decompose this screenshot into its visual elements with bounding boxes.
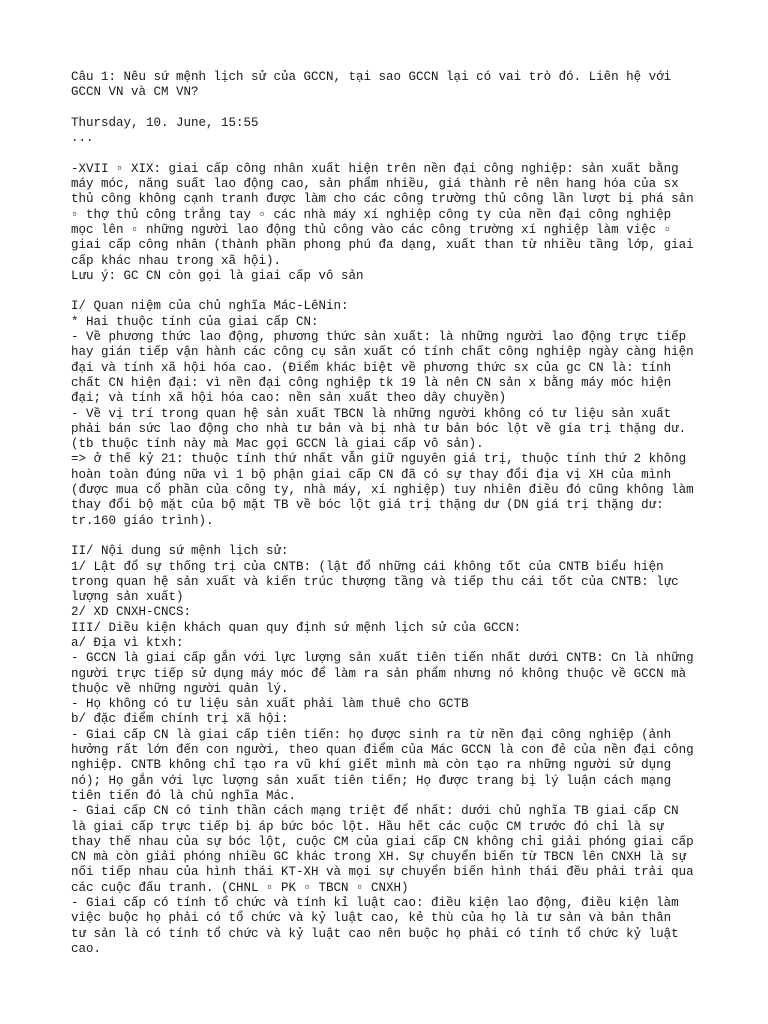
text-line: thuộc về những người quản lý.: [71, 681, 289, 696]
text-line: 2/ XD CNXH-CNCS:: [71, 605, 192, 620]
text-line: Lưu ý: GC CN còn gọi là giai cấp vô sản: [71, 268, 364, 283]
text-line: [71, 101, 711, 116]
text-line: là giai cấp trực tiếp bị áp bức bóc lột. Hầu hết các cuộc CM trước đó chỉ là sự: [71, 819, 664, 834]
text-line: cấp khác nhau trong xã hội).: [71, 253, 282, 268]
text-line: * Hai thuộc tính của giai cấp CN:: [71, 314, 319, 329]
text-line: thủ công không cạnh tranh được làm cho các công trường thủ công lần lượt bị phá sản: [71, 192, 694, 207]
document-body: [71, 70, 711, 957]
text-line: b/ đặc điểm chính trị xã hội:: [71, 712, 289, 727]
text-line: hưởng rất lớn đến con người, theo quan điểm của Mác GCCN là con đẻ của nền đại công: [71, 743, 694, 758]
text-line: [71, 529, 711, 544]
text-line: CN mà còn giải phóng nhiều GC khác trong XH. Sự chuyển biến từ TBCN lên CNXH là sự: [71, 850, 687, 865]
text-line: II/ Nội dung sứ mệnh lịch sử:: [71, 544, 289, 559]
text-line: phải bán sức lao động cho nhà tư bản và bị nhà tư bản bóc lột về gía trị thặng dư.: [71, 421, 687, 436]
text-line: [71, 146, 711, 161]
text-line: lượng sản xuất): [71, 590, 184, 605]
text-line: người trực tiếp sử dụng máy móc để làm ra sản phẩm nhưng nó không thuộc về GCCN mà: [71, 666, 687, 681]
text-line: ▫ thợ thủ công trắng tay ▫ các nhà máy xí nghiệp công ty của nền đại công nghiệp: [71, 207, 672, 222]
text-line: Thursday, 10. June, 15:55: [71, 115, 259, 130]
text-line: - Về phương thức lao động, phương thức sản xuất: là những người lao động trực tiếp: [71, 330, 687, 345]
text-line: => ở thế kỷ 21: thuộc tính thứ nhất vẫn giữ nguyên giá trị, thuộc tính thứ 2 không: [71, 452, 687, 467]
text-line: ...: [71, 131, 94, 146]
text-line: chất CN hiện đại: vì nền đại công nghiệp tk 19 là nên CN sản x bằng máy móc hiện: [71, 375, 672, 390]
text-line: I/ Quan niệm của chủ nghĩa Mác-LêNin:: [71, 299, 349, 314]
text-line: - Giai cấp có tính tổ chức và tính kỉ luật cao: điều kiện lao động, điều kiện làm: [71, 896, 679, 911]
text-line: đại và tính xã hội hóa cao. (Điểm khác biệt về phương thức sx của gc CN là: tính: [71, 360, 672, 375]
text-line: - Giai cấp CN có tinh thần cách mạng triệt để nhất: dưới chủ nghĩa TB giai cấp CN: [71, 804, 679, 819]
text-line: tư sản là có tính tổ chức và kỷ luật cao nên buộc họ phải có tính tổ chức kỷ luật: [71, 926, 679, 941]
text-line: thay thế nhau của sự bóc lột, cuộc CM của giai cấp CN không chỉ giải phóng giai cấp: [71, 834, 694, 849]
text-line: nó); Họ gắn với lực lượng sản xuất tiên tiến; Họ được trang bị lý luận cách mạng: [71, 773, 672, 788]
text-line: tiên tiến đó là chủ nghĩa Mác.: [71, 788, 297, 803]
text-line: (được mua cổ phần của công ty, nhà máy, xí nghiệp) tuy nhiên điều đó cũng không làm: [71, 483, 694, 498]
text-line: GCCN VN và CM VN?: [71, 85, 199, 100]
text-line: trong quan hệ sản xuất và kiến trúc thượng tầng và tiếp thu cái tốt của CNTB: lực: [71, 574, 679, 589]
text-line: a/ Địa vì ktxh:: [71, 635, 184, 650]
text-line: việc buộc họ phải có tổ chức và kỷ luật cao, kẻ thù của họ là tư sản và bản thân: [71, 911, 672, 926]
text-line: Câu 1: Nêu sứ mệnh lịch sử của GCCN, tại sao GCCN lại có vai trò đó. Liên hệ với: [71, 70, 672, 84]
text-line: mọc lên ▫ những người lao động thủ công vào các công trường xí nghiệp làm việc ▫: [71, 222, 672, 237]
text-line: III/ Diều kiện khách quan quy định sứ mệnh lịch sử của GCCN:: [71, 620, 522, 635]
text-line: đại; và tính xã hội hóa cao: nền sản xuất theo dây chuyền): [71, 391, 507, 406]
text-line: - Giai cấp CN là giai cấp tiên tiến: họ được sinh ra từ nền đại công nghiệp (ảnh: [71, 727, 672, 742]
text-line: (tb thuộc tính này mà Mac gọi GCCN là giai cấp vô sản).: [71, 437, 484, 452]
text-line: thay đổi bộ mặt của bộ mặt TB về bóc lột giá trị thặng dư (DN giá trị thặng dư:: [71, 498, 664, 513]
text-line: - Về vị trí trong quan hệ sản xuất TBCN là những người không có tư liệu sản xuất: [71, 406, 672, 421]
text-line: [71, 284, 711, 299]
text-line: nối tiếp nhau của hình thái KT-XH và mọi sự chuyển biến hình thái đều phải trải qua: [71, 865, 694, 880]
text-line: tr.160 giáo trình).: [71, 513, 214, 528]
text-line: -XVII ▫ XIX: giai cấp công nhân xuất hiện trên nền đại công nghiệp: sản xuất bằng: [71, 161, 679, 176]
text-line: hoàn toàn đúng nữa vì 1 bộ phận giai cấp CN đã có sự thay đổi địa vị XH của mình: [71, 467, 672, 482]
text-line: giai cấp công nhân (thành phần phong phú đa dạng, xuất than từ nhiều tầng lớp, giai: [71, 238, 694, 253]
text-line: - Họ không có tư liệu sản xuất phải làm thuê cho GCTB: [71, 697, 469, 712]
text-line: máy móc, năng suất lao động cao, sản phẩm nhiều, giá thành rẻ nên hang hóa của sx: [71, 177, 679, 192]
text-line: cao.: [71, 941, 102, 956]
text-line: các cuộc đấu tranh. (CHNL ▫ PK ▫ TBCN ▫ CNXH): [71, 880, 409, 895]
text-line: 1/ Lật đổ sự thống trị của CNTB: (lật đổ những cái không tốt của CNTB biểu hiện: [71, 559, 664, 574]
text-line: - GCCN là giai cấp gắn với lực lượng sản xuất tiên tiến nhất dưới CNTB: Cn là những: [71, 651, 694, 666]
text-line: hay gián tiếp vận hành các công cụ sản xuất có tính chất công nghiệp ngày càng hiện: [71, 345, 694, 360]
text-line: nghiệp. CNTB không chỉ tạo ra vũ khí giết mình mà còn tạo ra những người sử dụng: [71, 758, 672, 773]
